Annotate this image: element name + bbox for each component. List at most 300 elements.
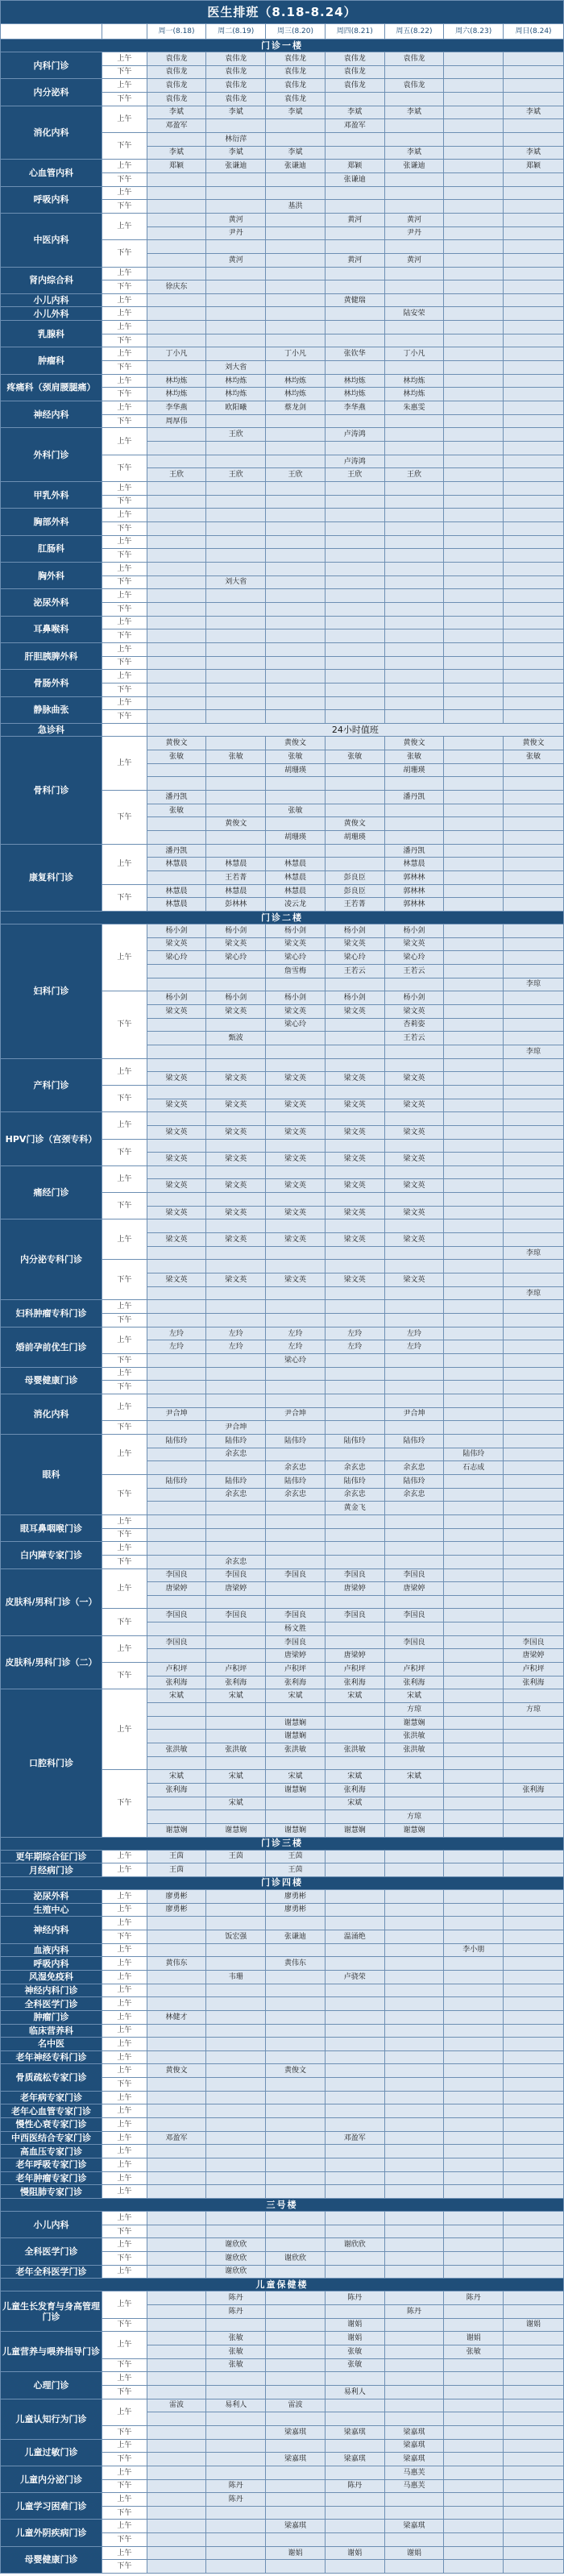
doctor-cell: 袁伟龙 [384,52,444,66]
half-day-pm: 下午 [102,656,147,670]
doctor-cell: 尹合坤 [266,1407,326,1421]
doctor-cell [147,1246,206,1260]
half-day-pm: 下午 [102,240,147,267]
doctor-cell: 胡珊瑛 [266,763,326,777]
doctor-cell [266,2038,326,2051]
doctor-cell [206,2425,266,2439]
doctor-cell [147,1797,206,1810]
department-name: 小儿内科 [1,293,102,307]
doctor-cell [444,1488,504,1502]
doctor-cell [444,307,504,321]
half-day-pm: 下午 [102,549,147,563]
doctor-cell: 宋斌 [206,1770,266,1784]
doctor-cell: 马惠芙 [384,2479,444,2493]
doctor-cell [504,1314,564,1327]
doctor-cell: 梁文英 [147,1273,206,1287]
doctor-cell [504,200,564,214]
doctor-cell [147,656,206,670]
doctor-cell: 梁文英 [206,1099,266,1112]
doctor-cell: 雷波 [266,2399,326,2412]
doctor-cell [504,1889,564,1903]
doctor-cell [325,656,384,670]
doctor-cell: 基洪 [266,200,326,214]
doctor-cell [147,2050,206,2064]
half-day-pm: 下午 [102,1930,147,1943]
doctor-cell [504,1797,564,1810]
doctor-cell: 宋斌 [266,1770,326,1784]
doctor-cell: 余玄忠 [384,1461,444,1475]
doctor-cell [266,2010,326,2024]
doctor-cell [325,616,384,629]
doctor-cell [504,1810,564,1824]
doctor-cell [504,2399,564,2412]
doctor-cell [504,1609,564,1622]
half-day-am: 上午 [102,1219,147,1260]
doctor-cell: 卢积坪 [504,1663,564,1676]
doctor-cell: 王茵 [147,1863,206,1877]
doctor-cell: 李琼 [504,1045,564,1058]
half-day-am: 上午 [102,2265,147,2279]
half-day-am: 上午 [102,535,147,549]
doctor-cell: 梁文英 [206,1004,266,1018]
doctor-cell [325,1903,384,1917]
doctor-cell [384,2010,444,2024]
doctor-cell: 梁文英 [266,1125,326,1139]
doctor-cell [266,1300,326,1314]
doctor-cell [147,2546,206,2560]
doctor-cell [384,2265,444,2279]
doctor-cell [504,1502,564,1515]
doctor-cell: 宋斌 [206,1689,266,1703]
doctor-cell [266,1703,326,1717]
doctor-cell [266,2332,326,2345]
doctor-cell [444,884,504,898]
doctor-cell [504,1233,564,1247]
doctor-cell [444,2091,504,2104]
doctor-cell [325,361,384,375]
doctor-cell [147,2304,206,2318]
doctor-cell [266,696,326,710]
doctor-cell: 张敏 [147,750,206,764]
doctor-cell [266,1219,326,1233]
doctor-cell [147,428,206,442]
doctor-cell [444,991,504,1005]
doctor-cell [384,1649,444,1663]
doctor-cell: 郭林林 [384,884,444,898]
doctor-cell [444,1099,504,1112]
doctor-cell: 唐梁婷 [266,1649,326,1663]
doctor-cell [325,1984,384,1997]
doctor-cell [444,2265,504,2279]
doctor-cell [504,1058,564,1072]
half-day-am: 上午 [102,1957,147,1971]
doctor-cell [266,2372,326,2386]
doctor-cell [206,1889,266,1903]
doctor-cell [266,844,326,858]
doctor-cell [206,1354,266,1368]
half-day-pm: 下午 [102,334,147,347]
doctor-cell: 卢涛鸿 [325,428,384,442]
doctor-cell [444,361,504,375]
doctor-cell: 梁嘉琪 [266,2425,326,2439]
doctor-cell [266,978,326,991]
doctor-cell: 李斌 [206,146,266,160]
half-day-am: 上午 [102,2010,147,2024]
doctor-cell [444,1314,504,1327]
doctor-cell [206,307,266,321]
half-day-am: 上午 [102,2171,147,2185]
doctor-cell [504,132,564,146]
doctor-cell: 林均炼 [266,388,326,401]
doctor-cell: 李国良 [384,1568,444,1582]
doctor-cell [266,2466,326,2479]
doctor-cell [266,1139,326,1153]
doctor-cell [444,1045,504,1058]
doctor-cell [444,602,504,616]
doctor-cell [444,1206,504,1219]
doctor-cell: 张敏 [384,750,444,764]
doctor-cell [504,321,564,334]
doctor-cell [504,1434,564,1448]
doctor-cell [325,1850,384,1863]
doctor-cell [325,1058,384,1072]
doctor-cell: 袁伟龙 [266,79,326,93]
doctor-cell [147,2238,206,2252]
doctor-cell [266,1514,326,1528]
doctor-cell [206,280,266,294]
doctor-cell [504,763,564,777]
doctor-cell [266,1193,326,1207]
department-name: 儿童外阴疾病门诊 [1,2520,102,2546]
department-name: 胸外科 [1,562,102,588]
doctor-cell: 梁心玲 [206,951,266,965]
doctor-cell: 梁文英 [384,1004,444,1018]
doctor-cell [266,2158,326,2172]
department-name: 慢阻肺专家门诊 [1,2185,102,2199]
doctor-cell: 梁文英 [325,1206,384,1219]
half-day-am: 上午 [102,1327,147,1353]
doctor-cell: 蔡龙剑 [266,401,326,415]
doctor-cell [504,1327,564,1340]
doctor-cell: 陆伟玲 [384,1474,444,1488]
doctor-cell [444,92,504,106]
doctor-cell: 余玄忠 [206,1555,266,1568]
doctor-cell [147,1810,206,1824]
doctor-cell [147,1286,206,1300]
doctor-cell: 刘大省 [206,575,266,589]
department-name: 全科医学门诊 [1,1997,102,2011]
doctor-cell: 梁心玲 [384,951,444,965]
doctor-cell: 郑颖 [325,160,384,173]
doctor-cell: 卢积坪 [266,1663,326,1676]
half-day-pm: 下午 [102,1770,147,1837]
doctor-cell [325,696,384,710]
half-day-pm: 下午 [102,1609,147,1635]
doctor-cell [206,240,266,254]
doctor-cell [444,52,504,66]
doctor-cell [325,1219,384,1233]
doctor-cell: 李国良 [384,1635,444,1649]
doctor-cell [384,1045,444,1058]
department-name: 内分泌科 [1,79,102,106]
doctor-cell [384,1863,444,1877]
half-day-pm: 下午 [102,2385,147,2399]
doctor-cell [206,1165,266,1179]
doctor-cell [384,2252,444,2266]
doctor-cell: 雷波 [147,2399,206,2412]
doctor-cell: 郑颖 [147,160,206,173]
doctor-cell [147,1514,206,1528]
doctor-cell: 欧阳曦 [206,401,266,415]
doctor-cell [504,951,564,965]
doctor-cell: 卢积坪 [147,1663,206,1676]
doctor-cell: 李国良 [325,1609,384,1622]
doctor-cell [325,2506,384,2520]
doctor-cell [444,1784,504,1797]
doctor-cell [384,2064,444,2078]
doctor-cell [504,1970,564,1984]
half-day-am: 上午 [102,2185,147,2199]
doctor-cell: 林均炼 [384,374,444,388]
half-day-am: 上午 [102,2158,147,2172]
doctor-cell [147,495,206,509]
doctor-cell: 黄河 [325,213,384,226]
department-name: 妇科肿瘤专科门诊 [1,1300,102,1327]
doctor-cell: 黄河 [206,253,266,267]
department-name: 疼痛科（颈肩腰腿痛） [1,374,102,401]
doctor-cell [444,844,504,858]
doctor-cell [444,2238,504,2252]
doctor-cell [206,321,266,334]
doctor-cell [325,1635,384,1649]
doctor-cell: 黄河 [384,253,444,267]
doctor-cell: 梁文英 [206,937,266,951]
half-day-am: 上午 [102,2024,147,2038]
doctor-cell [266,2078,326,2092]
doctor-cell [444,2304,504,2318]
doctor-cell [504,1099,564,1112]
doctor-cell [325,186,384,200]
doctor-cell [444,374,504,388]
doctor-cell [504,240,564,254]
doctor-cell [206,562,266,575]
doctor-cell [266,1246,326,1260]
doctor-cell [206,1903,266,1917]
department-name: 皮肤科/男科门诊（二） [1,1635,102,1689]
doctor-cell: 杨小剑 [325,991,384,1005]
doctor-cell [384,562,444,575]
doctor-cell [325,1045,384,1058]
half-day-pm: 下午 [102,791,147,845]
doctor-cell: 潘丹凯 [384,791,444,804]
doctor-cell: 唐梁婷 [325,1582,384,1596]
doctor-cell [147,1260,206,1273]
doctor-cell [266,1943,326,1957]
doctor-cell [384,1381,444,1394]
doctor-cell [206,1730,266,1743]
doctor-cell: 梁心玲 [266,1354,326,1368]
doctor-cell: 王若云 [384,1032,444,1045]
department-name: 甲乳外科 [1,482,102,509]
half-day-pm: 下午 [102,388,147,401]
doctor-cell [266,1448,326,1461]
doctor-cell [384,1797,444,1810]
doctor-cell [504,307,564,321]
doctor-cell: 韦珊 [206,1970,266,1984]
doctor-cell [206,2145,266,2158]
doctor-cell [504,791,564,804]
doctor-cell [147,2291,206,2305]
half-day-am: 上午 [102,1889,147,1903]
doctor-cell: 黄河 [206,213,266,226]
doctor-cell: 张利海 [325,1784,384,1797]
department-name: 儿童内分泌门诊 [1,2466,102,2492]
doctor-cell [206,763,266,777]
doctor-cell: 陆伟玲 [206,1434,266,1448]
doctor-cell [384,1394,444,1407]
doctor-cell [384,2078,444,2092]
half-day-am: 上午 [102,1367,147,1381]
doctor-cell [504,455,564,468]
doctor-cell [206,656,266,670]
doctor-cell [206,414,266,428]
doctor-cell [504,2118,564,2132]
doctor-cell: 余玄忠 [266,1461,326,1475]
doctor-cell [384,2506,444,2520]
doctor-cell [384,1139,444,1153]
doctor-cell: 王欣 [384,468,444,482]
doctor-cell [325,1917,384,1930]
doctor-cell [147,2533,206,2547]
doctor-cell [444,1649,504,1663]
doctor-cell [444,1823,504,1837]
doctor-cell: 陆伟玲 [266,1474,326,1488]
doctor-cell [504,2291,564,2305]
doctor-cell [147,1085,206,1099]
doctor-cell [206,1917,266,1930]
doctor-cell [206,670,266,683]
half-day-pm: 下午 [102,2358,147,2372]
doctor-cell [444,763,504,777]
doctor-cell [444,2024,504,2038]
doctor-cell [266,1595,326,1609]
doctor-cell: 王欣 [147,468,206,482]
doctor-cell [444,253,504,267]
doctor-cell [325,575,384,589]
doctor-cell [266,132,326,146]
doctor-cell [147,777,206,791]
doctor-cell: 张洪敏 [206,1743,266,1757]
doctor-cell [504,1354,564,1368]
doctor-cell [384,240,444,254]
doctor-cell [266,482,326,496]
doctor-cell [444,1112,504,1126]
doctor-cell: 袁伟龙 [147,52,206,66]
doctor-cell: 梁文英 [147,1179,206,1193]
doctor-cell: 梁文英 [147,1004,206,1018]
doctor-cell: 王欣 [325,468,384,482]
doctor-cell: 梁文英 [266,1206,326,1219]
doctor-cell [325,1085,384,1099]
doctor-cell [444,2493,504,2507]
doctor-cell [206,1957,266,1971]
department-name: 胸部外科 [1,509,102,535]
doctor-cell [147,2265,206,2279]
doctor-cell [384,2533,444,2547]
doctor-cell: 李国良 [325,1568,384,1582]
doctor-cell [444,2131,504,2145]
department-name: 儿童过敏门诊 [1,2439,102,2466]
doctor-cell [384,2225,444,2238]
doctor-cell: 左玲 [325,1340,384,1354]
doctor-cell [444,1863,504,1877]
doctor-cell: 张谦迪 [325,172,384,186]
doctor-cell [444,240,504,254]
doctor-cell [147,1622,206,1636]
doctor-cell [206,2064,266,2078]
doctor-cell: 黄健瑞 [325,293,384,307]
doctor-cell: 尹丹 [384,226,444,240]
doctor-cell: 梁文英 [266,1179,326,1193]
doctor-cell [325,1193,384,1207]
half-day-am: 上午 [102,293,147,307]
doctor-cell [504,509,564,522]
doctor-cell [384,2412,444,2426]
doctor-cell [325,1595,384,1609]
doctor-cell [384,2399,444,2412]
doctor-cell [325,2024,384,2038]
doctor-cell [384,2024,444,2038]
doctor-cell [325,737,384,750]
schedule-body [1,39,564,2574]
doctor-cell [206,964,266,978]
doctor-cell [444,293,504,307]
doctor-cell [384,455,444,468]
page-title: 医生排班（8.18-8.24） [1,1,564,24]
doctor-cell [325,1863,384,1877]
doctor-cell [444,549,504,563]
doctor-cell [444,1125,504,1139]
doctor-cell [266,2506,326,2520]
doctor-cell [206,1703,266,1717]
doctor-cell [325,1555,384,1568]
doctor-cell [206,200,266,214]
doctor-cell [384,1595,444,1609]
half-day-am: 上午 [102,2493,147,2507]
doctor-cell [266,307,326,321]
doctor-cell [444,642,504,656]
doctor-cell [147,2212,206,2225]
doctor-cell: 黄俊文 [206,817,266,831]
doctor-cell [504,1004,564,1018]
doctor-cell [147,1367,206,1381]
doctor-cell: 甄波 [206,1032,266,1045]
doctor-cell [444,1514,504,1528]
doctor-cell [504,293,564,307]
doctor-cell [444,858,504,871]
doctor-cell [444,2078,504,2092]
doctor-cell [266,2479,326,2493]
doctor-cell: 廖勇彬 [266,1903,326,1917]
doctor-cell [444,2412,504,2426]
doctor-cell [325,414,384,428]
doctor-cell: 李国良 [147,1609,206,1622]
doctor-cell [325,2439,384,2453]
doctor-cell: 余玄忠 [384,1488,444,1502]
doctor-cell [444,1689,504,1703]
doctor-cell: 方琼 [384,1703,444,1717]
doctor-cell: 梁文英 [206,1273,266,1287]
